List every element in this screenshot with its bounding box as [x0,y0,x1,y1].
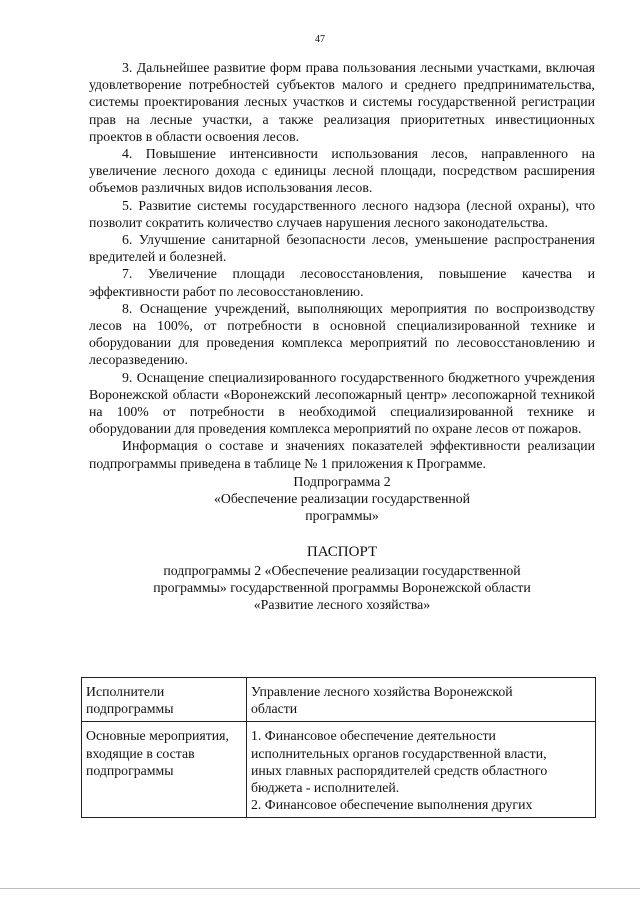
cell-text: Основные мероприятия, [86,728,229,744]
passport-heading-line-1: подпрограммы 2 «Обеспечение реализации государственной [163,562,521,578]
cell-text: 1. Финансовое обеспечение деятельности [251,728,496,744]
passport-title: ПАСПОРТ [306,544,378,561]
passport-heading [89,544,595,613]
paragraph-item-6: 6. Улучшение санитарной безопасности лесов, уменьшение распространения вредителей и болезней. [89,232,595,265]
paragraph-item-9: 9. Оснащение специализированного государственного бюджетного учреждения Воронежской области «Воронежский лесопожарный центр» лесопожарной техникой на 100% от потребности в необходимой специализированной технике и оборудовании для проведения комплекса мероприятий по охране лесов от пожаров. [89,369,595,437]
table-cell-label [82,722,247,818]
table-row [82,678,596,722]
cell-text: Исполнители [86,684,165,699]
document-body [89,59,595,613]
paragraph-information: Информация о составе и значениях показателей эффективности реализации подпрограммы приведена в таблице № 1 приложения к Программе. [89,438,595,471]
table-cell-value [247,722,596,818]
cell-text: бюджета - исполнителей. [251,780,400,796]
paragraph-item-7: 7. Увеличение площади лесовосстановления, повышение качества и эффективности работ по лесовосстановлению. [89,266,595,299]
cell-text: иных главных распорядителей средств областного [251,762,548,778]
subprogram-heading [89,473,595,525]
page-number: 47 [315,34,325,45]
table-cell-label [82,678,247,722]
passport-heading-line-2: программы» государственной программы Воронежской области [153,579,531,595]
paragraph-item-3: 3. Дальнейшее развитие форм права пользования лесными участками, включая удовлетворение потребностей субъектов малого и среднего предпринимательства, системы проектирования лесных участков и системы государственной регистрации прав на лесные участки, а также реализация приоритетных инвестиционных проектов в области освоения лесов. [89,60,595,144]
subprogram-heading-line-2: «Обеспечение реализации государственной [213,491,471,507]
cell-text: области [251,701,298,717]
subprogram-heading-line-1: Подпрограмма 2 [293,473,391,489]
subprogram-heading-line-3: программы» [305,508,379,524]
table-cell-value [247,678,596,722]
cell-text: входящие в состав [86,745,195,761]
paragraph-item-8: 8. Оснащение учреждений, выполняющих мероприятия по воспроизводству лесов на 100%, от потребности в основной специализированной технике и оборудовании для проведения комплекса мероприятий по лесовосстановлению и лесоразведению. [89,300,595,368]
scan-edge-divider [0,888,640,889]
cell-text: 2. Финансовое обеспечение выполнения других [251,797,533,813]
paragraph-item-4: 4. Повышение интенсивности использования лесов, направленного на увеличение лесного дохода с единицы лесной площади, посредством расширения объемов различных видов использования лесов. [89,146,595,196]
table-row [82,722,596,818]
cell-text: подпрограммы [86,762,174,778]
passport-heading-line-3: «Развитие лесного хозяйства» [253,597,431,613]
cell-text: Управление лесного хозяйства Воронежской [251,684,513,699]
cell-text: исполнительных органов государственной власти, [251,745,547,761]
paragraph-item-5: 5. Развитие системы государственного лесного надзора (лесной охраны), что позволит сократить количество случаев нарушения лесного законодательства. [89,197,595,230]
cell-text: подпрограммы [86,701,174,717]
passport-table [81,677,596,818]
